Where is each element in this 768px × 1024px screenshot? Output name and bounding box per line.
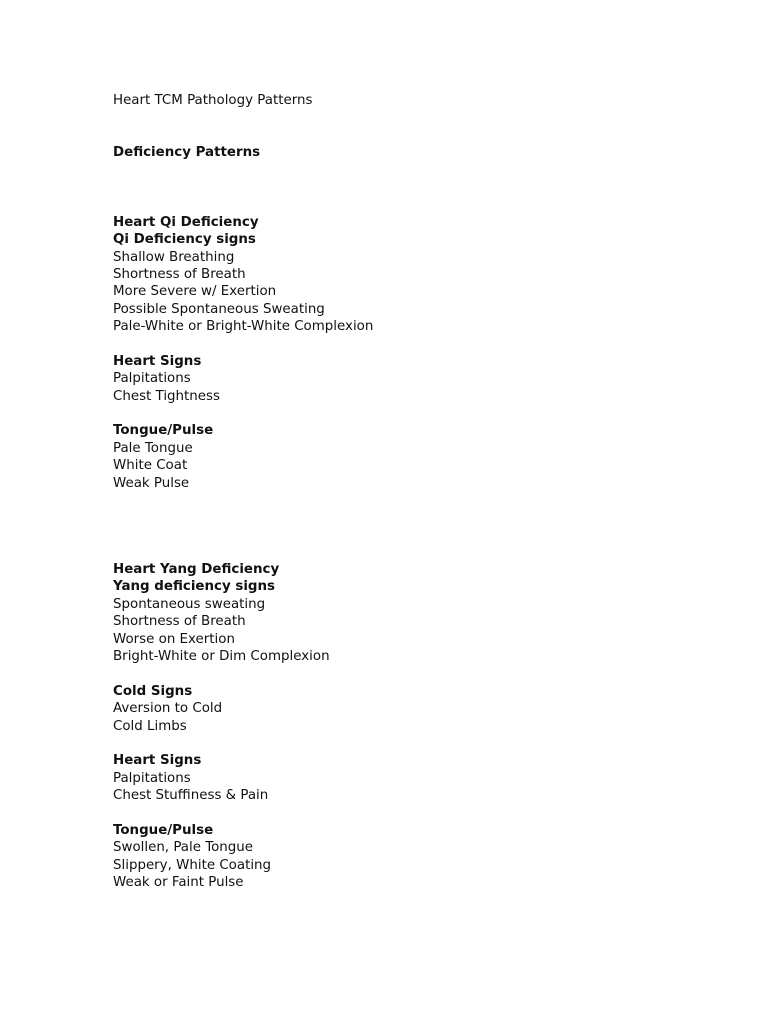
document-title: Heart TCM Pathology Patterns (113, 93, 313, 108)
list-item: Chest Tightness (113, 388, 220, 404)
list-item: Chest Stuffiness & Pain (113, 788, 269, 804)
group-heading: Tongue/Pulse (113, 423, 214, 439)
group-heading: Heart Signs (113, 753, 202, 769)
list-item: Possible Spontaneous Sweating (113, 301, 325, 317)
group-heading: Qi Deficiency signs (113, 232, 256, 248)
list-item: Swollen, Pale Tongue (113, 840, 254, 856)
document-page (113, 92, 713, 891)
list-item: Aversion to Cold (113, 701, 223, 717)
pattern-title: Heart Yang Deficiency (113, 562, 280, 578)
list-item: Bright-White or Dim Complexion (113, 648, 330, 664)
list-item: Palpitations (113, 371, 191, 387)
list-item: White Coat (113, 458, 188, 474)
list-item: Weak Pulse (113, 475, 190, 491)
list-item: Slippery, White Coating (113, 857, 272, 873)
list-item: More Severe w/ Exertion (113, 284, 277, 300)
group-heart-signs (113, 353, 713, 405)
group-tongue-pulse (113, 422, 713, 492)
pattern-heart-yang-deficiency (113, 561, 713, 891)
list-item: Palpitations (113, 770, 191, 786)
list-item: Pale Tongue (113, 440, 193, 456)
group-heading: Cold Signs (113, 683, 193, 699)
group-yang-deficiency-signs (113, 578, 713, 665)
group-heading: Heart Signs (113, 353, 202, 369)
group-heading: Tongue/Pulse (113, 822, 214, 838)
list-item: Shortness of Breath (113, 614, 246, 630)
group-tongue-pulse (113, 822, 713, 892)
list-item: Cold Limbs (113, 718, 187, 734)
group-heart-signs (113, 752, 713, 804)
group-qi-deficiency-signs (113, 231, 713, 335)
list-item: Worse on Exertion (113, 631, 235, 647)
group-cold-signs (113, 683, 713, 735)
pattern-heart-qi-deficiency (113, 214, 713, 492)
section-heading: Deficiency Patterns (113, 145, 261, 161)
list-item: Pale-White or Bright-White Complexion (113, 319, 374, 335)
list-item: Shortness of Breath (113, 266, 246, 282)
list-item: Spontaneous sweating (113, 596, 266, 612)
group-heading: Yang deficiency signs (113, 579, 275, 595)
list-item: Shallow Breathing (113, 249, 235, 265)
list-item: Weak or Faint Pulse (113, 875, 244, 891)
pattern-title: Heart Qi Deficiency (113, 214, 259, 230)
